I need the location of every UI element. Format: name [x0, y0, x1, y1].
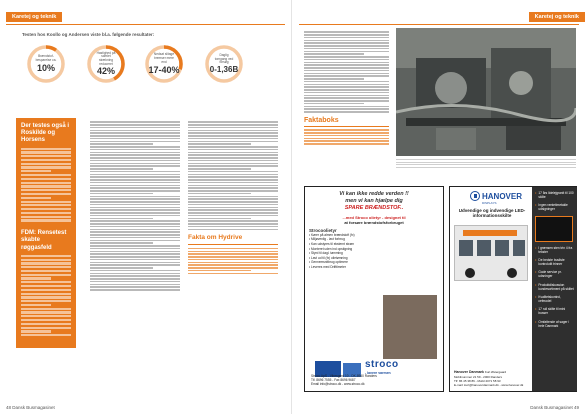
stroco-ad [304, 186, 444, 392]
hydrive-subhead: Fakta om Hydrive [188, 234, 243, 241]
stat-label: Nedsat slitage bremser mere end [153, 52, 175, 64]
left-page [0, 0, 292, 414]
stat-value: 17-40% [148, 64, 180, 75]
heater-photo [383, 295, 437, 359]
product-title: Strocoolietyr [309, 227, 337, 233]
stat-ring [22, 44, 70, 84]
hanover-logo-text: HANOVER [482, 191, 523, 201]
feature-item: • De bedste busliste kontrolutit trinner [535, 256, 565, 267]
product-bullet: • Leveres med Drifttimeter [309, 265, 346, 270]
sidebar-subhead: FDM: Rensetest skabte røggasfeld [21, 230, 67, 251]
stroco-contact [311, 374, 437, 386]
ad-headline-3: SPARE BRÆNDSTOF.. [344, 204, 404, 211]
stat-value: 0-1,36B [209, 65, 239, 74]
left-column-2 [188, 120, 278, 275]
ad-sub-1: ...med Stroco olietyr - designet til [342, 214, 406, 220]
product-bullet: • Kan udstyres til eksternt strøm [309, 241, 355, 246]
product-bullet: • Miljøvenlig - lavt forbrug [309, 237, 345, 242]
hanover-contact-4: E-mail: kurt@hanoverdanmark.dk - www.hanover.dk [454, 382, 524, 387]
stat-label: Hastighed på samlet strækning reduceret [96, 50, 116, 66]
stat-ring [82, 44, 130, 84]
stroco-logo-sub: - lavere varmen [365, 371, 391, 375]
sidebar-title: Der testes også i Roskilde og Horsens [21, 123, 70, 144]
stat-value: 10% [36, 62, 55, 73]
factbox-title: Faktaboks [304, 116, 339, 124]
bus-image [454, 225, 528, 281]
stat-label: Brændstof-besparelse ca. [35, 54, 57, 62]
hanover-contact-1: Kurt Østergaard [484, 370, 507, 375]
stroco-contact-1: Stroco ApS - Vibesgerd 10 - DK-8940 Randers [311, 373, 377, 378]
ad-headline [309, 191, 439, 212]
feature-item: • I grænsen sten trin 4 fra tekster [535, 244, 573, 254]
feature-item: • Gode service pr. udsninger [535, 269, 562, 279]
top-rule [6, 24, 285, 25]
feature-item: • 17 års lidelejgranit til 100 skilte [535, 190, 574, 200]
page-footer-left: 48 Dansk Busmagasinet [6, 405, 55, 410]
stat-label: Daglig tomgang ved forsøg [214, 52, 234, 65]
hanover-left [454, 191, 530, 281]
ad-sub [309, 215, 439, 225]
product-bullet: • Kører på almen brændstoft (fx) [309, 232, 355, 237]
hanover-contact [454, 370, 530, 387]
sidebar-text-1 [21, 148, 71, 222]
bullet-icon: • [535, 256, 537, 262]
ad-headline-2: men vi kan hjælpe dig [345, 197, 403, 204]
product-bullet: • Styrd til dagl. tømming [309, 251, 343, 256]
product-bullet: • Monteret uden ind opstigning [309, 246, 353, 251]
stroco-contact-3: Email info@stroco.dk - www.stroco.dk [311, 381, 365, 386]
photo-caption [396, 158, 576, 169]
stat-ring [200, 44, 248, 84]
sidebar-text-2 [21, 255, 71, 337]
hanover-logo [470, 191, 530, 201]
ad-headline-1: Vi kan ikke redde verden !! [339, 191, 409, 197]
hanover-logo-icon [470, 191, 480, 201]
top-rule-right [299, 24, 579, 25]
left-column-1 [90, 120, 180, 292]
hanover-contact-3: Tlf: 86 45 38 86 - Mobil 2071 58 93 [454, 378, 501, 383]
right-column-1 [304, 30, 389, 146]
hanover-tagline: Udvendige og indvendige LED-informationsskilte [458, 208, 526, 219]
product-bullet: • Lavt ud til (fx) olietømning [309, 255, 348, 260]
feature-item: • Kvalitetskontrol, cefmodel [535, 293, 561, 304]
bullet-icon: • [535, 281, 537, 287]
stat-ring [140, 44, 188, 84]
bullet-icon: • [535, 306, 537, 312]
ad-sub-2: at forsøre brændstofsforbruget [344, 219, 404, 225]
feature-item: • Omfattende af sager i hele Danmark [535, 318, 570, 328]
stroco-logo: stroco [365, 359, 399, 370]
bullet-icon: • [535, 293, 537, 299]
bullet-icon: • [535, 190, 537, 195]
engine-photo [396, 28, 576, 156]
orange-sidebar [16, 118, 76, 348]
section-tab: Karetej og teknik [6, 12, 62, 22]
product-bullets [309, 233, 439, 270]
feature-item: • 17 rull skilte til mini busser [535, 306, 566, 316]
right-page [293, 0, 585, 414]
page-footer-right: Dansk Busmagasinet 49 [530, 405, 579, 410]
hanover-contact-2: Mobilnummer 21 59 - 2000 Randers [454, 374, 503, 379]
hanover-ad [449, 186, 577, 392]
led-screen-image [535, 216, 573, 242]
bullet-icon: • [535, 269, 537, 275]
bullet-icon: • [535, 318, 537, 324]
stroco-contact-2: Tlf. 8696 7555 - Fax 8696 9687 [311, 377, 356, 382]
hanover-logo-small: DISPLAYS [482, 201, 497, 205]
bullet-icon: • [535, 202, 537, 208]
stats-caption: Testen hos Koollo og Andersen viste bl.a. følgende resultater: [22, 32, 155, 37]
product-bullet: • Gennemsnitbrug optimere [309, 260, 348, 265]
feature-item: • Ingen ventetimetakle udsigninger [535, 202, 568, 212]
feature-item: • Produktdiskussion kundesortiment på skiltet [535, 281, 574, 291]
hanover-contact-name: Hanover Danmark [454, 370, 484, 375]
stat-value: 42% [96, 66, 115, 77]
section-tab-right: Karetej og teknik [529, 12, 585, 22]
bullet-icon: • [535, 244, 537, 250]
hanover-features [532, 187, 577, 391]
